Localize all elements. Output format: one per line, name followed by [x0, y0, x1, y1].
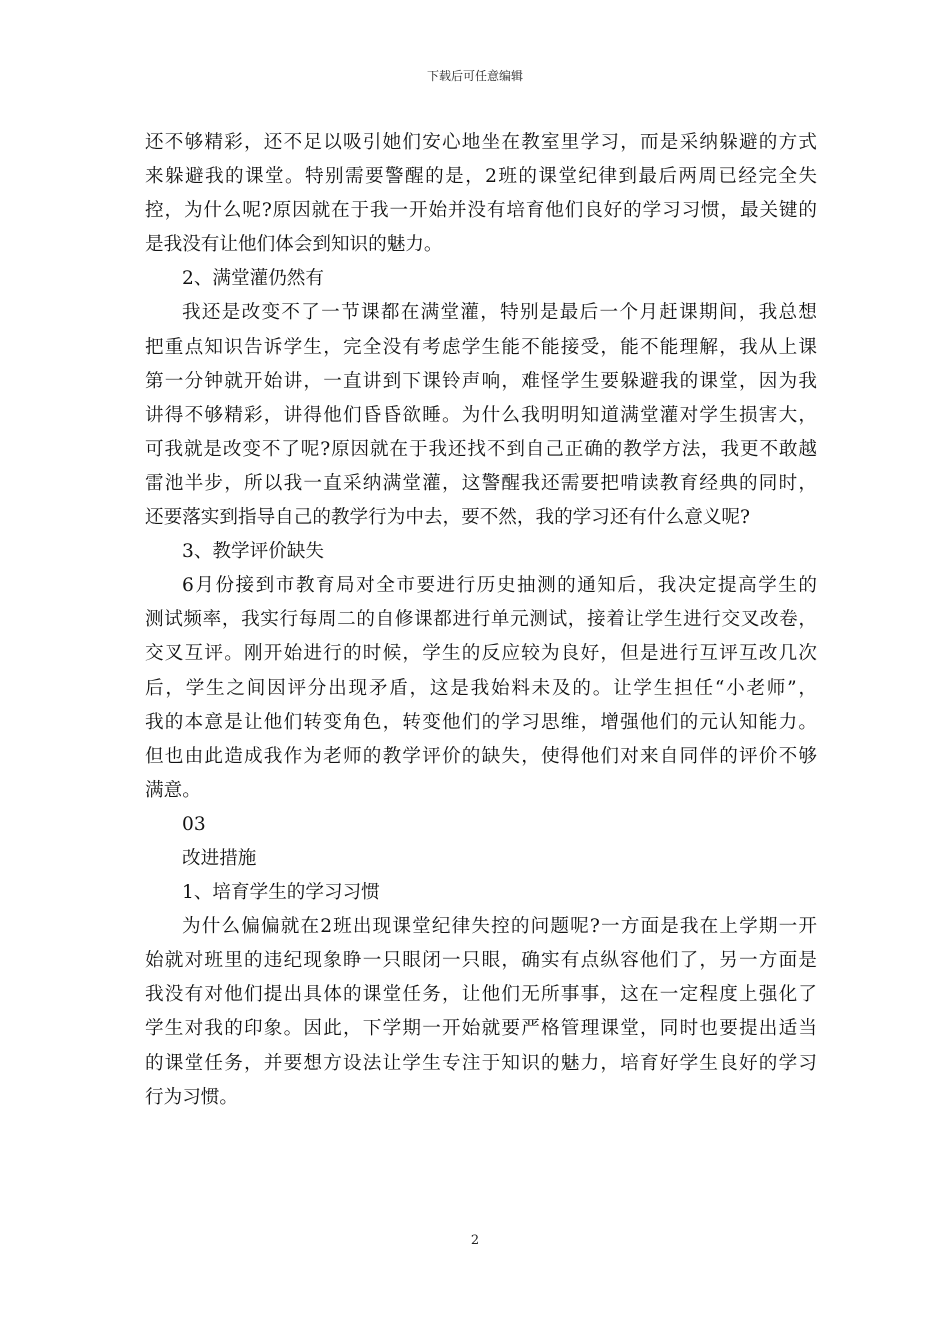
- section-heading: 3、教学评价缺失: [182, 541, 324, 563]
- text-line: 我的本意是让他们转变角色，转变他们的学习思维，增强他们的元认知能力。: [145, 711, 817, 733]
- text-line: 测试频率，我实行每周二的自修课都进行单元测试，接着让学生进行交叉改卷，: [145, 609, 817, 631]
- text-line: 6月份接到市教育局对全市要进行历史抽测的通知后，我决定提高学生的: [182, 575, 817, 597]
- text-line: 可我就是改变不了呢?原因就在于我还找不到自己正确的教学方法，我更不敢越: [145, 438, 817, 460]
- text-line: 的课堂任务，并要想方设法让学生专注于知识的魅力，培育好学生良好的学习: [145, 1052, 817, 1074]
- text-line: 后，学生之间因评分出现矛盾，这是我始料未及的。让学生担任“小老师”，: [145, 677, 817, 699]
- text-line: 第一分钟就开始讲，一直讲到下课铃声响，难怪学生要躲避我的课堂，因为我: [145, 370, 817, 392]
- text-line: 为什么偏偏就在2班出现课堂纪律失控的问题呢?一方面是我在上学期一开: [182, 916, 817, 938]
- text-line: 雷池半步，所以我一直采纳满堂灌，这警醒我还需要把啃读教育经典的同时，: [145, 472, 817, 494]
- text-line: 来躲避我的课堂。特别需要警醒的是，2班的课堂纪律到最后两周已经完全失: [145, 166, 817, 188]
- text-line: 学生对我的印象。因此，下学期一开始就要严格管理课堂，同时也要提出适当: [145, 1018, 817, 1040]
- text-line: 我还是改变不了一节课都在满堂灌，特别是最后一个月赶课期间，我总想: [182, 302, 817, 324]
- text-line: 满意。: [145, 779, 201, 801]
- section-title: 改进措施: [182, 847, 257, 869]
- text-line: 把重点知识告诉学生，完全没有考虑学生能不能接受，能不能理解，我从上课: [145, 336, 817, 358]
- section-heading: 1、培育学生的学习习惯: [182, 882, 380, 904]
- text-line: 讲得不够精彩，讲得他们昏昏欲睡。为什么我明明知道满堂灌对学生损害大，: [145, 404, 817, 426]
- text-line: 始就对班里的违纪现象睁一只眼闭一只眼，确实有点纵容他们了，另一方面是: [145, 950, 817, 972]
- text-line: 控，为什么呢?原因就在于我一开始并没有培育他们良好的学习习惯，最关键的: [145, 200, 817, 222]
- text-line: 但也由此造成我作为老师的教学评价的缺失，使得他们对来自同伴的评价不够: [145, 745, 817, 767]
- page-header: 下载后可任意编辑: [426, 69, 523, 83]
- text-line: 还要落实到指导自己的教学行为中去，要不然，我的学习还有什么意义呢?: [145, 507, 750, 529]
- text-line: 行为习惯。: [145, 1086, 238, 1108]
- section-number: 03: [182, 813, 206, 835]
- text-line: 还不够精彩，还不足以吸引她们安心地坐在教室里学习，而是采纳躲避的方式: [145, 132, 817, 153]
- body-text: [145, 126, 817, 1115]
- page-number: 2: [470, 1233, 480, 1248]
- section-heading: 2、满堂灌仍然有: [182, 268, 324, 290]
- text-line: 交叉互评。刚开始进行的时候，学生的反应较为良好，但是进行互评互改几次: [145, 643, 817, 665]
- text-line: 我没有对他们提出具体的课堂任务，让他们无所事事，这在一定程度上强化了: [145, 984, 817, 1006]
- text-line: 是我没有让他们体会到知识的魅力。: [145, 234, 443, 256]
